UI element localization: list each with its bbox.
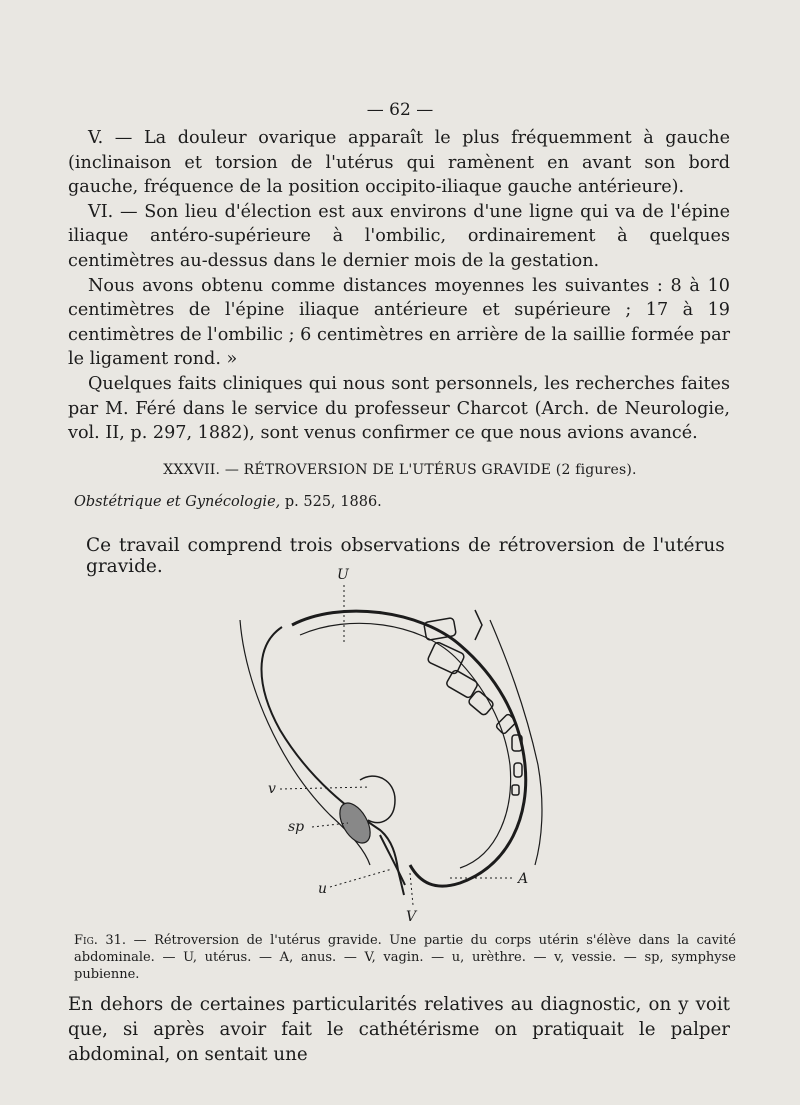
page-number: — 62 — (366, 100, 434, 120)
paragraph: Nous avons obtenu comme distances moyennes les suivantes : 8 à 10 centimètres de l'épine iliaque antérieure et supérieure ; 17 à 19 centimètres de l'ombilic ; 6 centimètres en arrière de la saillie formée par le ligament rond. » (68, 275, 730, 370)
body-text-bottom (68, 992, 730, 1067)
leader-V (410, 873, 413, 905)
figure-label-U: U (337, 567, 349, 583)
source-reference (74, 494, 382, 510)
leader-u (330, 869, 392, 887)
uterus-outline (261, 627, 404, 895)
vagina-path (380, 835, 405, 885)
paragraph: V. — La douleur ovarique apparaît le plus fréquemment à gauche (inclinaison et torsion de l'utérus qui ramènent en avant son bord gauche, fréquence de la position occipito-iliaque gauche antérieure). (68, 128, 730, 198)
figure-label-V: V (406, 909, 417, 925)
uterus-inner (300, 623, 511, 868)
anatomical-figure (220, 565, 560, 925)
figure-label-A: A (518, 871, 529, 887)
intro-sentence: Ce travail comprend trois observations de rétroversion de l'utérus gravide. (86, 535, 725, 577)
caption-text: — Rétroversion de l'utérus gravide. Une partie du corps utérin s'élève dans la cavité abdominale. — U, utérus. — A, anus. — V, vagin. — u, urèthre. — v, vessie. — sp, symphyse pubienne. (74, 933, 736, 982)
paragraph: En dehors de certaines particularités relatives au diagnostic, on y voit que, si après avoir fait le cathétérisme on pratiquait le palper abdominal, on sentait une (68, 994, 730, 1065)
figure-label-v: v (268, 781, 276, 797)
caption-figure-number: Fig. 31. (74, 933, 127, 948)
figure-caption (74, 932, 736, 983)
figure-label-u: u (318, 881, 328, 897)
body-text-top (68, 126, 730, 446)
paragraph: VI. — Son lieu d'élection est aux environs d'une ligne qui va de l'épine iliaque antéro-supérieure à l'ombilic, ordinairement à quelques centimètres au-dessus dans le dernier mois de la gestation. (68, 201, 730, 271)
figure-label-sp: sp (288, 819, 305, 835)
section-title: XXXVII. — RÉTROVERSION DE L'UTÉRUS GRAVIDE (2 figures). (163, 462, 637, 478)
source-details: p. 525, 1886. (280, 494, 382, 510)
source-journal: Obstétrique et Gynécologie, (74, 494, 281, 510)
paragraph: Quelques faits cliniques qui nous sont personnels, les recherches faites par M. Féré dans le service du professeur Charcot (Arch. de Neurologie, vol. II, p. 297, 1882), sont venus confirmer ce que nous avions avancé. (68, 373, 730, 444)
